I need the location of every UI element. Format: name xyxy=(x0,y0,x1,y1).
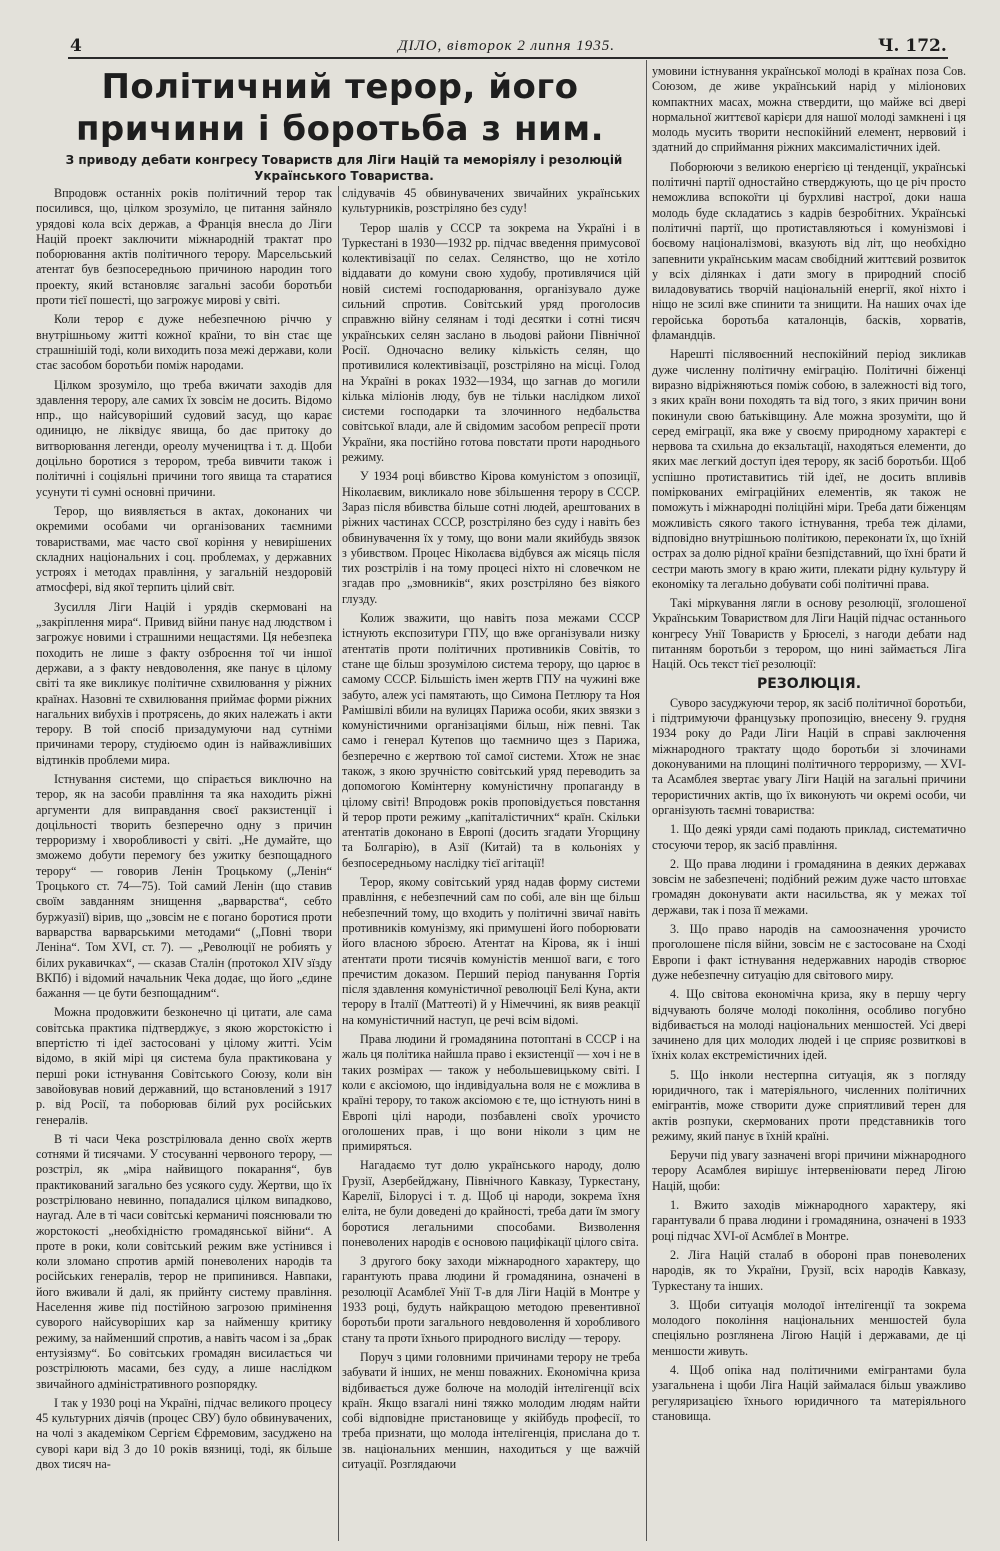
column-rule xyxy=(338,186,339,1541)
paragraph: Поборюючи з великою енергією ці тенденції, українські політичні партії одностайно стверджують, що це річ просто неможлива вспокоїти ці бурхливі настрої, доки наша молодь буде складатись з кадрів безробітних. Українські політичні партії, що протиставляються і комунізмові і боєвому націоналізмові, вказують від літ, що необхідно запевнити українським масам свобідний життєвий розвиток у всіх ділянках і дати змогу в природний спосіб виладовуватись творчій національній енергії, якої ніхто і ніщо не зсилі вже спинити та знищити. На наших очах іде геройська боротьба каталонців, басків, хорватів, фламандців. xyxy=(652,159,966,343)
resolution-item: 3. Що право народів на самоозначення урочисто проголошене після війни, зовсім не є застосоване на Сході Европи і факт істнування недержавних народів створює дуже небезпечну ситуацію для світового миру. xyxy=(652,922,966,982)
paragraph: Терор шалів у СССР та зокрема на Україні і в Туркестані в 1930—1932 рр. підчас введення примусової колективізації по селах. Селянство, що не хотіло віддавати до комуни свою худобу, противлячися цій новій системі господарювання, організувало дуже сильний спротив. Совітський уряд проголосив справжню війну селянам і тоді десятки і сотні тисяч українських селян заслано в льодові райони Північної Росії. Одночасно велику кількість селян, що противилися колективізації, розстріляно на місці. Голод на Україні в роках 1932—1934, що загнав до могили кілька міліонів люду, був не тільки наслідком лихої системи господарки та злочинного недбальства совітської влади, але й свідомим засобом репресії проти України, яка постійно готова повстати проти народнього режиму. xyxy=(342,220,640,465)
resolution-paragraph: Суворо засуджуючи терор, як засіб політичної боротьби, і підтримуючи французьку пропозицію, внесену 9. грудня 1934 року до Ради Ліги Націй в справі заключення міжнародного трактату щодо боротьби зі злочинами доконуваними на площині політичного терроризму, — XVI-та Асамблея звертає увагу Ліги Націй на загальні причини терористичних актів, що їх виконують чи окремі особи, чи організують таємні товариства: xyxy=(652,695,966,817)
resolution-demand: 2. Ліга Націй сталаб в обороні прав поневолених народів, як то України, Грузії, всіх народів Кавказу, Туркестану та інших. xyxy=(652,1247,966,1293)
paragraph: Права людини й громадянина потоптані в СССР і на жаль ця політика найшла право і екзистенції — хоч і не в таких розмірах — також у небольшевицькому світі. І коли є аксіомою, що індивідуальна воля не є можлива в країні терору, то також аксіомою є те, що істнують нині в Европі цілі народи, позбавлені своїх урочисто оголошених прав, і що вони ніколи з цим не примиряться. xyxy=(342,1032,640,1154)
column-rule xyxy=(646,60,647,1541)
issue-number: Ч. 172. xyxy=(878,36,947,56)
article-column-3 xyxy=(652,64,966,1541)
article-subtitle: З приводу дебати конгресу Товариств для Ліги Націй та меморіялу і резолюцій Українського Товариства. xyxy=(65,153,623,183)
resolution-demand: 3. Щоби ситуація молодої інтелігенції та зокрема молодого покоління національних меншостей була спеціяльно розглянена Лігою Націй і державами, де ці меншости живуть. xyxy=(652,1297,966,1358)
paragraph: Коли терор є дуже небезпечною річчю у внутрішньому житті кожної країни, то він стає ще страшнішій тоді, коли виходить поза межі держави, коли стає засобом боротьби поміж народами. xyxy=(36,312,332,373)
resolution-paragraph: Беручи під увагу зазначені вгорі причини міжнародного терору Асамблея вирішує інтервеніювати перед Лігою Націй, щоби: xyxy=(652,1148,966,1193)
paragraph: Впродовж останніх років політичний терор так посилився, що, цілком зрозуміло, це питання зайняло урядові кола всіх держав, а Франція внесла до Ліги Націй проект заключити міжнародній трактат про поборювання актів політичного терору. Марсельський атентат був безпосередньою причиною народин того проекту, який встановляє загальні засоби боротьби проти тієї пошесті, що загрожує мирові у світі. xyxy=(36,186,332,308)
resolution-heading: РЕЗОЛЮЦІЯ. xyxy=(756,675,862,692)
paragraph: У 1934 році вбивство Кірова комуністом з опозиції, Ніколаєвим, викликало нове збільшення терору в СССР. Зараз після вбивства більше сотні людей, арештованих в ріжних частинах СССР, розстріляно без суду і навіть без обвинувачення їх у тому, що вони мали якийбудь звязок з убивством. Процес Ніколаєва відбувся аж місяць після тих розстрілів і на тому процесі ніхто ні словечком не згадав про „змовників“, яких розстріляно без віякого глузду. xyxy=(342,469,640,606)
newspaper-header: ДІЛО, вівторок 2 липня 1935. xyxy=(398,38,616,54)
resolution-item: 1. Що деякі уряди самі подають приклад, систематично стосуючи терор, як засіб правління. xyxy=(652,822,966,852)
paragraph: Колиж зважити, що навіть поза межами СССР істнують експозитури ГПУ, що вже організували низку атентатів проти політичних противників Совітів, то стане ще більш зрозумілою система терору, що царює в самому СССР. Більшість імен жертв ГПУ на чужині вже забуто, алеж усі памятають, що Симона Петлюру та Ноя Рамішвілі вбили на вулицях Парижа особи, яких звязки з комуністичними організаціями більш, ніж певні. Так само і генерал Кутепов що таємничо щез з Парижа, безперечно є жертвою тої самої системи. Хтож не знає також, з якою зручністю совітський уряд переводить за допомогою Комінтерну комуністичну пропаганду в цілому світі! Впродовж років проповідується повстання й терор проти режиму „капіталістичних“ країн. Скільки атентатів доконано в Европі (досить згадати Угорщину та Болгарію), в Азії (Китай) та в кольоніях у безпосередньому наслідку тієї агітації! xyxy=(342,611,640,870)
resolution-item: 4. Що світова економічна криза, яку в першу чергу відчувають боляче молоді покоління, особливо погубно відбивається на молоді національних меншостей. Усі двері зачинено для цих молодих людей і це сприяє розвиткові в їхніх колах екстремістичних ідей. xyxy=(652,987,966,1063)
paragraph: Нарешті післявоєнний неспокійний період зикликав дуже численну політичну еміграцію. Політичні біженці виразно відріжняються поміж собою, в залежності від того, з яких країн вони походять та від того, з яких причин вони покинули свою батьківщину. Але можна зрозуміти, що й серед еміграції, яка вже у своєму природному характері є нервова та схильна до екзальтації, находяться елементи, до яких має легкий доступ ідея терору, як засіб боротьби. Щоб успішно протиставитись тій ідеї, не досить впливів поміркованих еміграційних елементів, як також не поможуть і міжнародні поліційні міри. Треба дати біженцям можливість сякого такого істнування, треба теж ділами, відповідно внутрішньою політикою, переконати їх, що їхній острах за долю рідної країни безпідставний, що їхні брати й сестри мають змогу в краю жити, плекати рідну культуру й економіку та легально добувати собі політичні права. xyxy=(652,347,966,591)
paragraph: Нагадаємо тут долю українського народу, долю Грузії, Азербейджану, Північного Кавказу, Туркестану, Карелії, Білорусі і т. д. Щоб ці народи, зокрема їхня еліта, не були доведені до крайності, треба дати їм змогу боротися легальними способами. Визволення поневолених народів є основою пацифікації цілого світа. xyxy=(342,1158,640,1249)
paragraph: Терор, якому совітський уряд надав форму системи правління, є небезпечний сам по собі, але він ще більш небезпечний тому, що входить у політичні звичаї навіть противників комунізму, які примушені його поборювати його власною зброєю. Атентат на Кірова, як і інші атентати проти тисячів комуністів меншої ваги, є того пречистим доказом. Перший період панування Гортія після здавлення комуністичної революції Белі Куна, акти терору в Італії (Маттеоті) й у Німеччині, як вияв реакції на комуністичний наступ, це речі всім відомі. xyxy=(342,875,640,1027)
paragraph: Такі міркування лягли в основу резолюції, зголошеної Українським Товариством для Ліги Націй підчас останнього конгресу Унії Товариств у Брюселі, з нагоди дебати над питанням боротьби з терором, що нині займається Ліга Націй. Ось текст тієї резолюції: xyxy=(652,596,966,672)
paragraph: Терор, що виявляється в актах, доконаних чи окремими особами чи організованих таємними товариствами, має часто свої коріння у невирішених складних національних і соц. проблемах, у державних устроях і методах правління, у загальній нездоровій атмосфері, від якої терпить цілий світ. xyxy=(36,503,332,595)
paragraph: Цілком зрозуміло, що треба вжичати заходів для здавлення терору, але самих їх зовсім не досить. Відомо нпр., що найсуворіший судовий засуд, що карає одиницю, не ліквідує явища, бо дає притоку до витворювання легенди, ореолу мучеництва і т. д. Щоби доцільно боротися з терором, треба вивчити також і політичні і соціяльні причини того явища та старатися усунути ті сумні основні причини. xyxy=(36,377,332,499)
article-headline: Політичний терор, його причини і боротьба з ним. xyxy=(75,67,605,149)
resolution-demand: 1. Вжито заходів міжнародного характеру, які гарантували б права людини і громадянина, означені в 1933 році підчас XVI-ої Асмблеї в Монтре. xyxy=(652,1198,966,1243)
paragraph: В ті часи Чека розстрілювала денно своїх жертв сотнями й тисячами. У стосуванні червоного терору, — розстріл, як „міра найвищого покарання“, був практикований загально без усякого суду. Жертви, що їх розстрілювано невинно, попадалися цілком випадково, наугад. Але в ті часи совітські керманичі пояснювали тю жорстокості „необхідністю громадянської війни“. А проте в роки, коли совітський режим вже устінився і коли зломано спротив армій поневолених народів та російських генералів, терор не припинився. Навпаки, його вживали й далі, як прийнту систему правління. Населення живе під постійною загрозою примінення суворого найсуворіших кар за найменшу критику режиму, за найменший спротив, а навіть часом і за „брак ентузіязму“. Бо совітських громадян висилається чи розстрілюють масами, без суду, а лише наслідком звичайного адміністративного розпорядку. xyxy=(36,1131,332,1391)
paragraph: Істнування системи, що спірається виключно на терор, як на засоби правління та яка находить ріжні аргументи для виправдання своєї ракзистенції і доцільності творить безперечно одну з причин терроризму і хворобливості у світі. „Не думайте, що зможемо добути перемогу без ужитку безпощадного терору“ — говорив Ленін Троцькому („Ленін“ Троцького ст. 74—75). Той самий Ленін (що ставив своїм завданням знищення „варварства“, себто буржуазії) вірив, що „зовсім не є погано боротися проти варварства варварськими методами“ („Повні твори Леніна“. Том XVI, ст. 7). — „Революції не робиять у білих рукавичках“, — сказав Сталін (протокол XIV зїзду ВКПб) і відомий начальник Чека додає, що його „єдине бажання — це бути безпощадним“. xyxy=(36,771,332,1001)
page-number: 4 xyxy=(70,36,82,56)
resolution-item: 5. Що інколи нестерпна ситуація, як з погляду юридичного, так і матеріяльного, численних політичних емігрантів, може створити дуже сприятливий терен для актів розпуки, скермованих проти представників того режиму, який панує в їхній країні. xyxy=(652,1067,966,1143)
header-rule xyxy=(68,57,948,59)
article-column-2 xyxy=(342,186,640,1541)
paragraph: Поруч з цими головними причинами терору не треба забувати й інших, не менш поважних. Економічна криза відбивається дуже болюче на молодій інтелігенції всіх країн. Якщо взагалі нині тяжко молодим людям найти собі відповідне пристановище у якійбудь професії, то треба признати, що молода інтелігенція, прислана до т. зв. національних меншин, находиться у ще важчій ситуації. Розглядаючи xyxy=(342,1349,640,1472)
resolution-demand: 4. Щоб опіка над політичними емігрантами була узагальнена і щоби Ліга Націй займалася більш уважливо регуляризацією їхнього юридичного та матеріяльного становища. xyxy=(652,1363,966,1423)
paragraph: Зусилля Ліги Націй і урядів скермовані на „закріплення мира“. Привид війни панує над людством і загрожує новими і страшними нещастями. Ця небезпека походить не лише з факту озброєння тої чи іншої держави, а з факту невдоволення, яке панує в цілому світі та яке викликує політичне схвилювання у ріжних країнах. Назовні те схвилювання приймає форми ріжних нагальних вибухів і протрясень, до яких належать і акти терору. В той спосіб призадумуючи над сутніми причинами терору, студіюємо один із найважливіших відтинків проблеми мира. xyxy=(36,599,332,767)
paragraph: І так у 1930 році на Україні, підчас великого процесу 45 культурних діячів (процес СВУ) було обвинувачених, на чолі з академіком Сергієм Єфремовим, засуджено на суворі кари від 3 до 10 років вязниці, тоді, як більше двох тисяч на- xyxy=(36,1395,332,1472)
paragraph: З другого боку заходи міжнародного характеру, що гарантують права людини й громадянина, означені в резолюції Асамблеї Унії Т-в для Ліги Націй в Монтре у 1933 році, будуть найкращою методою превентивної боротьби проти загального невдоволення й хоробливого стану та проти їхнього природного вислiду — терору. xyxy=(342,1254,640,1345)
resolution-item: 2. Що права людини і громадянина в деяких державах зовсім не забезпечені; подібний режим дуже часто штовхає громадян доконувати акти насильства, як у межах тої держави, так і поза її межами. xyxy=(652,856,966,917)
paragraph: умовини істнування української молоді в країнах поза Сов. Союзом, де живе український нарід у міліонових компактних масах, можна ствердити, що майже всі двері нормальної життєвої карієри для нашої молоді замкнені і ця молодь мусить творити неспокійний елемент, нервовий і здатний до сприймання ріжних максималістичних ідей. xyxy=(652,64,966,155)
paragraph: слідувачів 45 обвинувачених звичайних українських культурників, розстріляно без суду! xyxy=(342,186,640,216)
paragraph: Можна продовжити безконечно ці цитати, але сама совітська практика підтверджує, з якою жорстокістю і впертістю ті ідеї застосовані у цілому житті. Усім відомо, в якій мірі ця система була практикована у перші роки істнування Совітського Союзу, коли він завойовував новий державний, що встановлений з 1917 р. від Росії, та поборював білий рух російських генералів. xyxy=(36,1005,332,1127)
article-column-1 xyxy=(36,186,332,1541)
